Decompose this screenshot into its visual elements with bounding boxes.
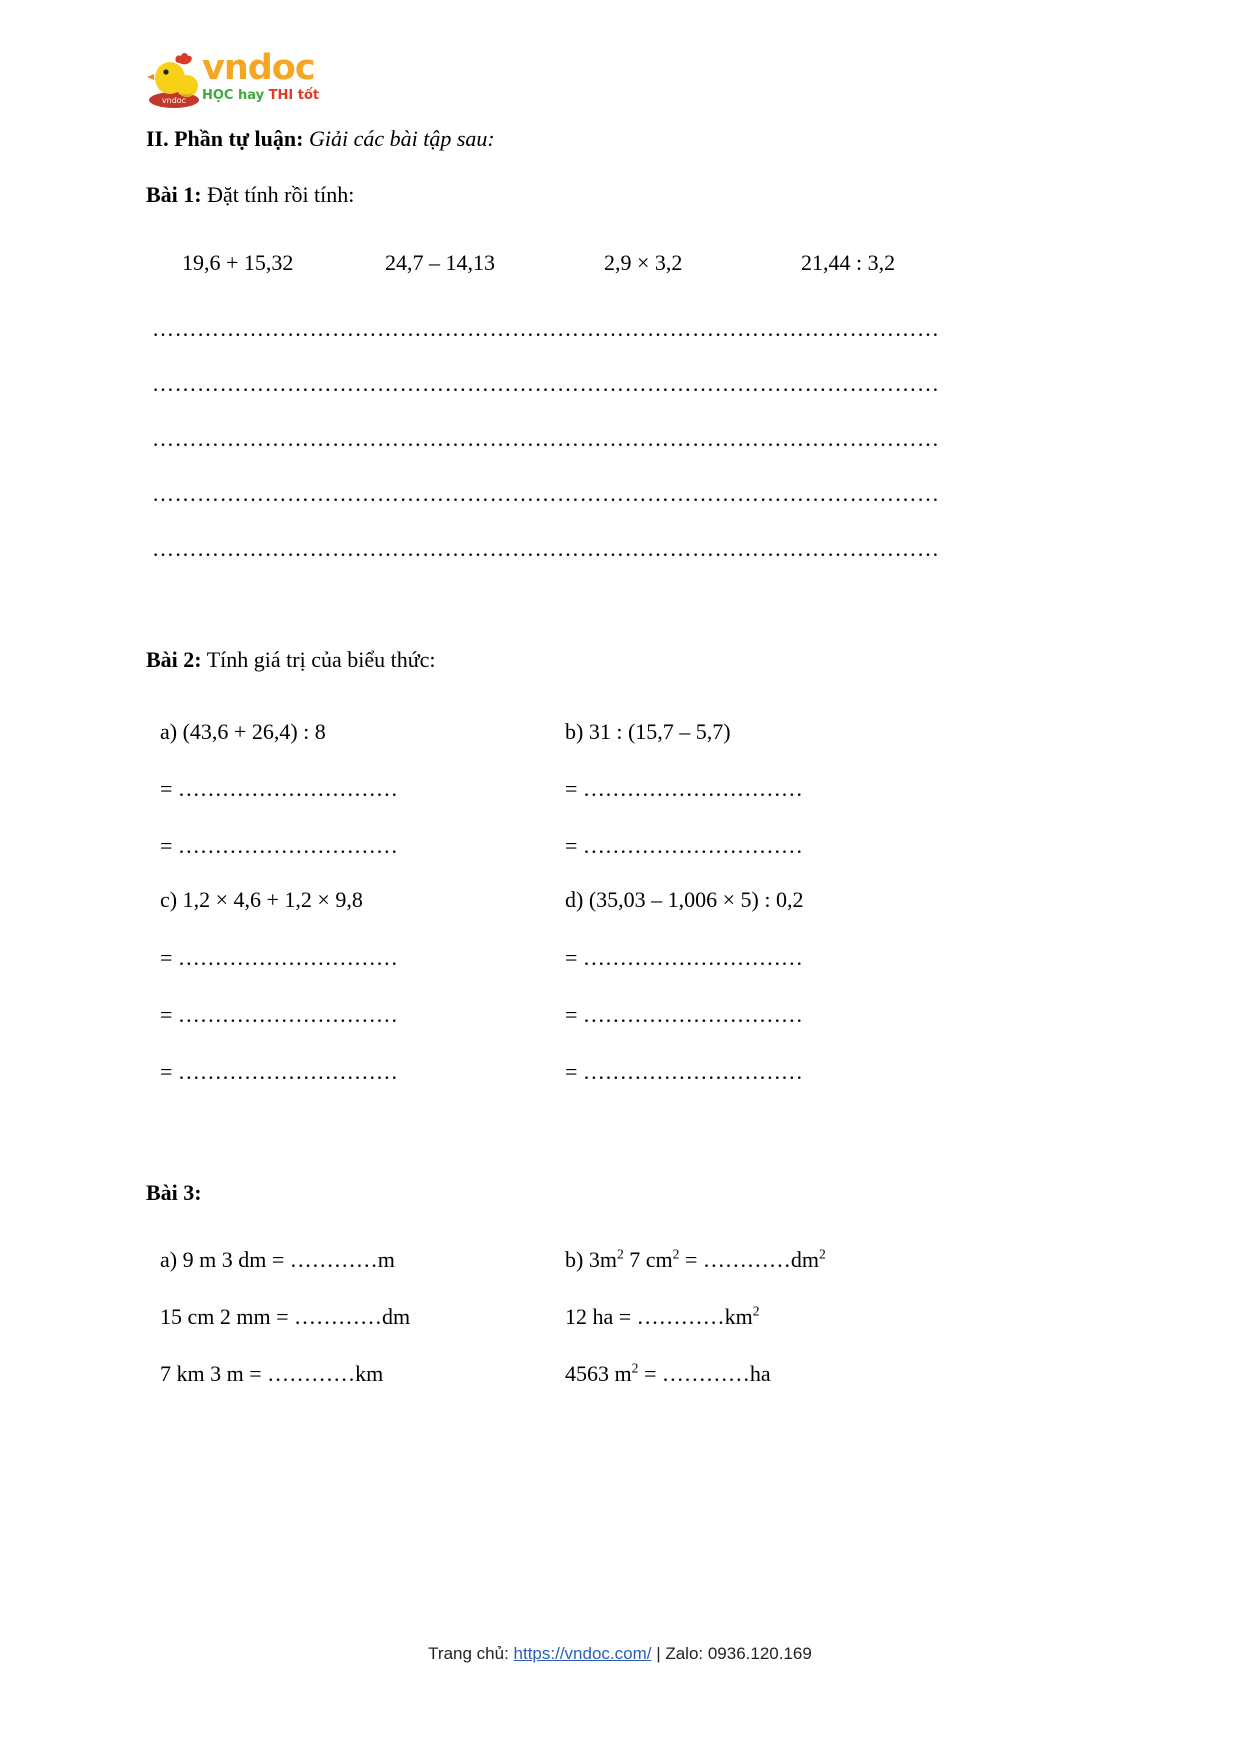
bai3-left-row-1-unit: m xyxy=(377,1247,395,1272)
bai1-expression-2: 24,7 – 14,13 xyxy=(385,250,495,275)
logo-wordmark xyxy=(202,48,332,108)
bai2-item-d xyxy=(565,885,804,915)
bai1-label: Bài 1: xyxy=(146,182,202,207)
bai3-right-row-1-mid-sup: 2 xyxy=(672,1246,680,1262)
bai3-left-row-2[interactable] xyxy=(160,1302,410,1332)
bai3-left-row-3-text: 7 km 3 m = ………… xyxy=(160,1361,356,1386)
section-label: II. Phần tự luận: xyxy=(146,126,304,151)
bai3-right-row-1-post: = …………dm xyxy=(679,1247,819,1272)
bai1-answer-line-2[interactable]: …………………………………………………………………………………………… xyxy=(152,371,940,396)
bai2-item-d-blank-1[interactable]: = ………………………… xyxy=(565,945,803,970)
footer-prefix: Trang chủ: xyxy=(428,1644,514,1663)
bai3-left-row-1[interactable] xyxy=(160,1245,395,1275)
bai1-answer-line-4[interactable]: …………………………………………………………………………………………… xyxy=(152,481,940,506)
bai2-item-c-key: c) xyxy=(160,887,178,912)
bai2-item-d-key: d) xyxy=(565,887,584,912)
bai3-left-row-2-unit: dm xyxy=(382,1304,411,1329)
page-footer xyxy=(0,1644,1240,1664)
logo-tagline-part-2: hay xyxy=(238,88,265,103)
bai3-right-row-1[interactable] xyxy=(565,1245,826,1275)
bai2-item-d-expr: (35,03 – 1,006 × 5) : 0,2 xyxy=(588,887,804,912)
bai2-heading xyxy=(146,645,436,675)
bai3-heading xyxy=(146,1178,202,1208)
bai2-item-a xyxy=(160,717,326,747)
bai2-instruction: Tính giá trị của biểu thức: xyxy=(206,647,436,672)
footer-homepage-link[interactable]: https://vndoc.com/ xyxy=(513,1644,652,1663)
bai3-right-row-2[interactable] xyxy=(565,1302,760,1332)
bai2-item-a-expr: (43,6 + 26,4) : 8 xyxy=(182,719,326,744)
bai3-left-row-2-text: 15 cm 2 mm = ………… xyxy=(160,1304,383,1329)
bai2-item-c xyxy=(160,885,363,915)
bai2-item-d-blank-3[interactable]: = ………………………… xyxy=(565,1059,803,1084)
bai2-item-c-blank-1[interactable]: = ………………………… xyxy=(160,945,398,970)
vndoc-logo[interactable] xyxy=(146,48,336,110)
bai3-right-row-1-key: b) xyxy=(565,1247,584,1272)
logo-tagline-part-4: tốt xyxy=(297,88,320,103)
svg-text:vndoc: vndoc xyxy=(161,96,187,105)
bai3-right-row-1-post-sup: 2 xyxy=(819,1246,826,1262)
logo-word: vndoc xyxy=(202,48,315,88)
bai2-item-a-key: a) xyxy=(160,719,178,744)
bai2-item-c-blank-3[interactable]: = ………………………… xyxy=(160,1059,398,1084)
bai3-left-row-3[interactable] xyxy=(160,1359,383,1389)
bai3-left-row-3-unit: km xyxy=(355,1361,384,1386)
bai2-item-b-expr: 31 : (15,7 – 5,7) xyxy=(588,719,731,744)
bai1-answer-line-5[interactable]: …………………………………………………………………………………………… xyxy=(152,536,940,561)
bai1-answer-line-1[interactable]: …………………………………………………………………………………………… xyxy=(152,316,940,341)
bai3-right-row-1-mid: 7 cm xyxy=(623,1247,673,1272)
logo-tagline-part-1: HỌC xyxy=(202,88,234,103)
bai3-right-row-3-pre-sup: 2 xyxy=(631,1360,639,1376)
bai2-item-b-blank-2[interactable]: = ………………………… xyxy=(565,833,803,858)
bai2-item-a-blank-2[interactable]: = ………………………… xyxy=(160,833,398,858)
bai1-heading xyxy=(146,180,354,210)
logo-tagline-part-3: THI xyxy=(268,88,294,103)
bai2-item-a-blank-1[interactable]: = ………………………… xyxy=(160,776,398,801)
bai2-item-b-blank-1[interactable]: = ………………………… xyxy=(565,776,803,801)
rooster-logo-icon xyxy=(146,50,202,108)
bai3-right-row-1-pre: 3m xyxy=(588,1247,617,1272)
bai2-item-c-expr: 1,2 × 4,6 + 1,2 × 9,8 xyxy=(182,887,363,912)
section-heading xyxy=(146,124,495,154)
bai3-right-row-3-pre: 4563 m xyxy=(565,1361,632,1386)
bai3-right-row-1-pre-sup: 2 xyxy=(616,1246,624,1262)
bai3-left-row-1-key: a) xyxy=(160,1247,178,1272)
bai3-right-row-2-pre: 12 ha = …………km xyxy=(565,1304,753,1329)
footer-suffix: | Zalo: 0936.120.169 xyxy=(651,1644,812,1663)
bai2-item-b-key: b) xyxy=(565,719,584,744)
bai1-expression-1: 19,6 + 15,32 xyxy=(182,250,294,275)
bai2-item-b xyxy=(565,717,731,747)
bai1-expression-3: 2,9 × 3,2 xyxy=(604,250,683,275)
bai3-label: Bài 3: xyxy=(146,1180,202,1205)
bai2-item-c-blank-2[interactable]: = ………………………… xyxy=(160,1002,398,1027)
bai2-label: Bài 2: xyxy=(146,647,202,672)
bai3-right-row-3-mid: = …………ha xyxy=(638,1361,771,1386)
section-instruction: Giải các bài tập sau: xyxy=(308,126,495,151)
bai1-instruction: Đặt tính rồi tính: xyxy=(207,182,355,207)
logo-tagline xyxy=(202,88,332,104)
bai3-left-row-1-text: 9 m 3 dm = ………… xyxy=(182,1247,378,1272)
bai2-item-d-blank-2[interactable]: = ………………………… xyxy=(565,1002,803,1027)
bai3-right-row-3[interactable] xyxy=(565,1359,771,1389)
bai1-expression-4: 21,44 : 3,2 xyxy=(801,250,896,275)
bai3-right-row-2-pre-sup: 2 xyxy=(752,1303,760,1319)
bai1-answer-line-3[interactable]: …………………………………………………………………………………………… xyxy=(152,426,940,451)
